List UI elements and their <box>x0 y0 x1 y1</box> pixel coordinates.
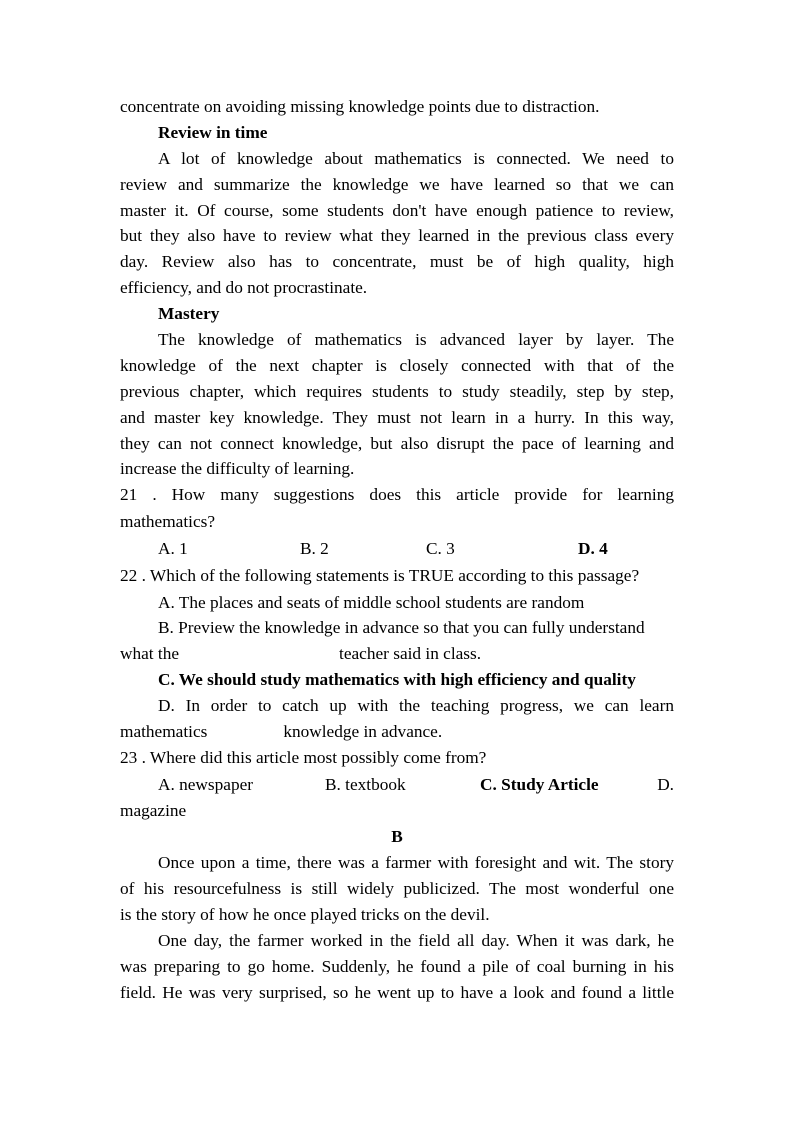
document-body <box>120 94 674 1006</box>
text-line: concentrate on avoiding missing knowledge points due to distraction. <box>120 97 600 116</box>
text-line: they can not connect knowledge, but also disrupt the pace of learning and <box>120 433 674 453</box>
option-b: B. 2 <box>300 538 329 558</box>
text-line: previous chapter, which requires students to study steadily, step by step, <box>120 381 674 401</box>
text-line: efficiency, and do not procrastinate. <box>120 278 368 298</box>
option-b: B. Preview the knowledge in advance so that you can fully understand <box>158 618 645 638</box>
text-line: knowledge of the next chapter is closely connected with that of the <box>120 355 674 375</box>
text-line: increase the difficulty of learning. <box>120 459 355 479</box>
option-b-cont <box>120 641 674 667</box>
section-heading-review: Review in time <box>158 122 268 142</box>
option-d-cont: magazine <box>120 801 187 821</box>
question-23-options <box>120 772 674 799</box>
text-line: One day, the farmer worked in the field all day. When it was dark, he <box>158 930 674 950</box>
option-d-cont <box>120 719 674 745</box>
option-a: A. newspaper <box>158 774 254 794</box>
text-line: The knowledge of mathematics is advanced layer by layer. The <box>158 330 674 350</box>
option-a: A. 1 <box>158 538 188 558</box>
text-line: Once upon a time, there was a farmer with foresight and wit. The story <box>158 853 674 873</box>
text-line: A lot of knowledge about mathematics is connected. We need to <box>158 148 674 168</box>
section-label-b: B <box>391 827 403 847</box>
text-fragment: teacher said in class. <box>339 644 482 664</box>
text-line: day. Review also has to concentrate, must be of high quality, high <box>120 252 674 272</box>
text-fragment: what the <box>120 644 180 664</box>
option-d: D. <box>657 774 674 794</box>
question-22-stem: 22 . Which of the following statements is TRUE according to this passage? <box>120 565 640 585</box>
text-line: but they also have to review what they learned in the previous class every <box>120 226 674 246</box>
text-line: field. He was very surprised, so he went up to have a look and found a little <box>120 982 674 1002</box>
text-line: and master key knowledge. They must not learn in a hurry. In this way, <box>120 407 674 427</box>
question-21-stem: 21 . How many suggestions does this article provide for learning <box>120 485 674 505</box>
text-fragment: mathematics <box>120 722 208 741</box>
question-21-stem-cont: mathematics? <box>120 512 216 532</box>
text-line: of his resourcefulness is still widely publicized. The most wonderful one <box>120 879 674 899</box>
text-line: master it. Of course, some students don't have enough patience to review, <box>120 200 674 220</box>
text-fragment: knowledge in advance. <box>283 722 443 741</box>
question-21-options <box>120 536 674 563</box>
option-d-answer: D. 4 <box>578 538 608 558</box>
option-d: D. In order to catch up with the teaching progress, we can learn <box>158 696 674 716</box>
text-line: review and summarize the knowledge we have learned so that we can <box>120 174 674 194</box>
text-line: was preparing to go home. Suddenly, he found a pile of coal burning in his <box>120 956 674 976</box>
option-c: C. 3 <box>426 538 455 558</box>
text-line: is the story of how he once played tricks on the devil. <box>120 905 490 925</box>
option-a: A. The places and seats of middle school students are random <box>158 592 585 612</box>
option-b: B. textbook <box>325 774 406 794</box>
question-23-stem: 23 . Where did this article most possibly come from? <box>120 747 487 767</box>
option-c-answer: C. We should study mathematics with high efficiency and quality <box>158 670 636 690</box>
section-heading-mastery: Mastery <box>158 304 220 324</box>
option-c-answer: C. Study Article <box>480 774 599 794</box>
